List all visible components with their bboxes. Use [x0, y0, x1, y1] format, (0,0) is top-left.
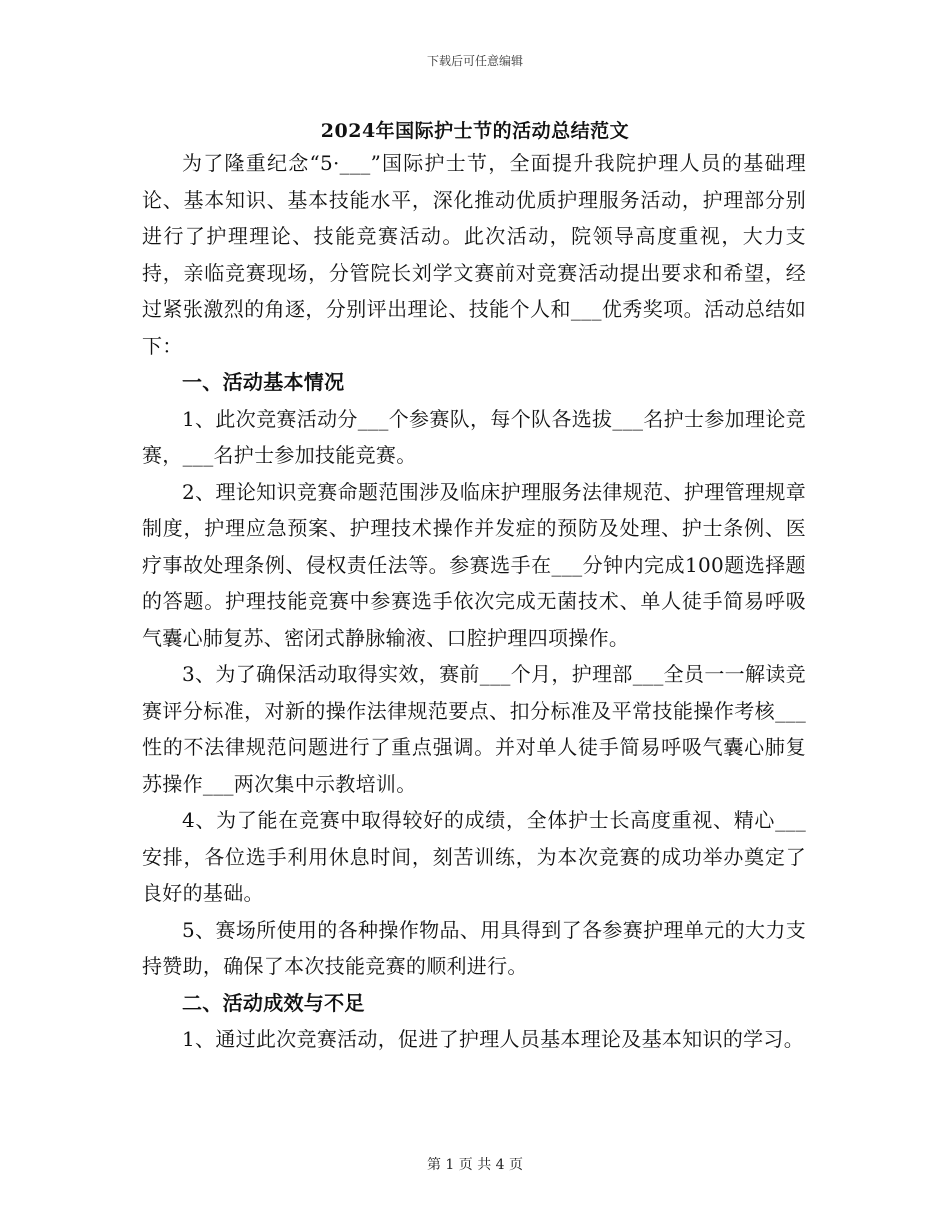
paragraph-item-5: 5、赛场所使用的各种操作物品、用具得到了各参赛护理单元的大力支持赞助，确保了本次技能竞赛的顺利进行。 [142, 917, 806, 978]
intro-paragraph: 为了隆重纪念“5·___”国际护士节，全面提升我院护理人员的基础理论、基本知识、基本技能水平，深化推动优质护理服务活动，护理部分别进行了护理理论、技能竞赛活动。此次活动，院领导高度重视，大力支持，亲临竞赛现场，分管院长刘学文赛前对竞赛活动提出要求和希望，经过紧张激烈的角逐，分别评出理论、技能个人和___优秀奖项。活动总结如下： [142, 151, 806, 358]
paragraph-item-2: 2、理论知识竞赛命题范围涉及临床护理服务法律规范、护理管理规章制度，护理应急预案、护理技术操作并发症的预防及处理、护士条例、医疗事故处理条例、侵权责任法等。参赛选手在___分钟内完成100题选择题的答题。护理技能竞赛中参赛选手依次完成无菌技术、单人徒手简易呼吸气囊心肺复苏、密闭式静脉输液、口腔护理四项操作。 [142, 479, 806, 650]
document-body [142, 145, 806, 1058]
paragraph-item-3: 3、为了确保活动取得实效，赛前___个月，护理部___全员一一解读竞赛评分标准，对新的操作法律规范要点、扣分标准及平常技能操作考核___性的不法律规范问题进行了重点强调。并对单人徒手简易呼吸气囊心肺复苏操作___两次集中示教培训。 [142, 662, 806, 796]
document-title: 2024年国际护士节的活动总结范文 [320, 120, 630, 142]
section-heading-basic-info: 一、活动基本情况 [182, 370, 345, 394]
header-note: 下载后可任意编辑 [426, 54, 523, 68]
paragraph-item-4: 4、为了能在竞赛中取得较好的成绩，全体护士长高度重视、精心___安排，各位选手利用休息时间，刻苦训练，为本次竞赛的成功举办奠定了良好的基础。 [142, 808, 806, 905]
page-number: 第 1 页 共 4 页 [426, 1157, 524, 1173]
paragraph-results-1: 1、通过此次竞赛活动，促进了护理人员基本理论及基本知识的学习。 [182, 1027, 805, 1051]
section-heading-results: 二、活动成效与不足 [182, 990, 365, 1015]
paragraph-item-1: 1、此次竞赛活动分___个参赛队，每个队各选拔___名护士参加理论竞赛，___名护士参加技能竞赛。 [142, 406, 806, 467]
